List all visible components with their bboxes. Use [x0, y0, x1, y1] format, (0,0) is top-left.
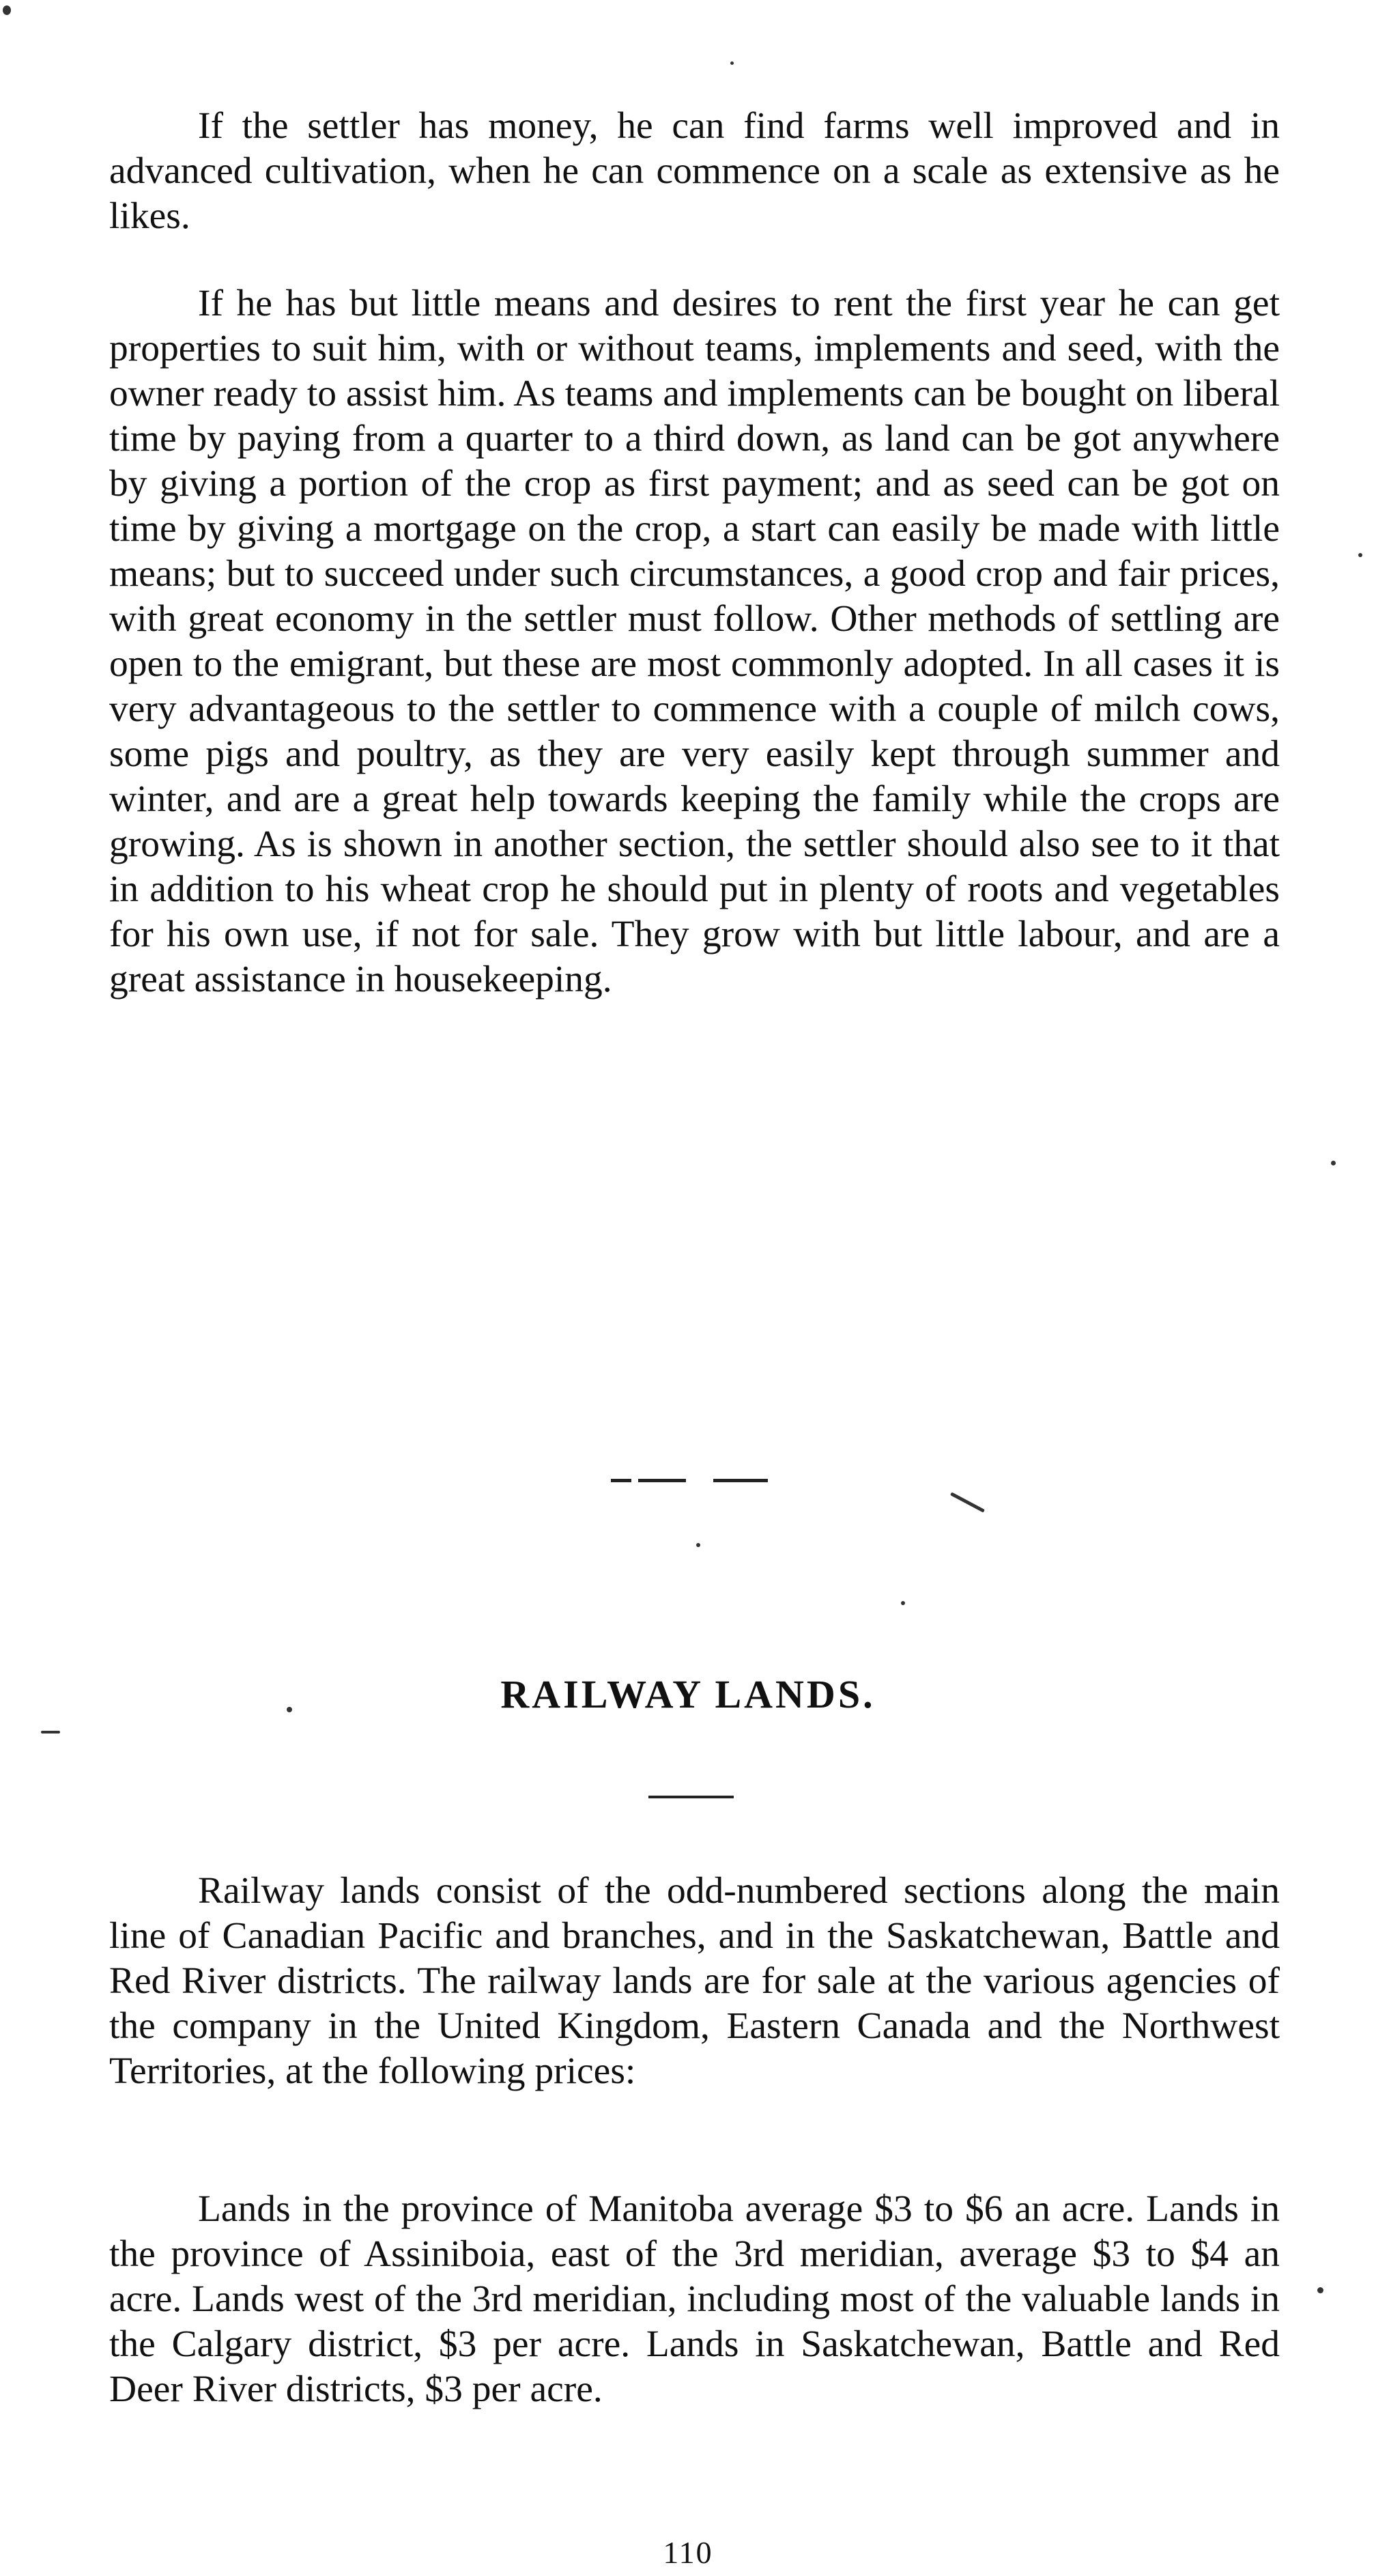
paragraph-railway-lands: Railway lands consist of the odd-numbered sections along the main line of Canadian Pacific and branches, and in the Saskatchewan, Battle and Red River districts. The railway lands are for sale at the various agencies of the company in the United Kingdom, Eastern Canada and the Northwest Territories, at the following prices: [109, 1870, 1280, 2092]
section-divider-ornament [611, 1479, 768, 1484]
scan-speck [950, 1492, 985, 1512]
scan-speck [730, 61, 734, 65]
paragraph-settler-little-means: If he has but little means and desires to rent the first year he can get properties to suit him, with or without teams, implements and seed, with the owner ready to assist him. As teams and implements can be bought on liberal time by paying from a quarter to a third down, as land can be got anywhere by giving a portion of the crop as first payment; and as seed can be got on time by giving a mortgage on the crop, a start can easily be made with little means; but to succeed under such circumstances, a good crop and fair prices, with great economy in the settler must follow. Other methods of settling are open to the emigrant, but these are most commonly adopted. In all cases it is very advantageous to the settler to commence with a couple of milch cows, some pigs and poultry, as they are very easily kept through summer and winter, and are a great help towards keeping the family while the crops are growing. As is shown in another section, the settler should also see to it that in addition to his wheat crop he should put in plenty of roots and vegetables for his own use, if not for sale. They grow with but little labour, and are a great assistance in housekeeping. [109, 283, 1280, 1000]
paragraph-land-prices: Lands in the province of Manitoba average $3 to $6 an acre. Lands in the province of Assiniboia, east of the 3rd meridian, average $3 to $4 an acre. Lands west of the 3rd meridian, including most of the valuable lands in the Calgary district, $3 per acre. Lands in Saskatchewan, Battle and Red Deer River districts, $3 per acre. [109, 2188, 1280, 2410]
scan-speck [901, 1601, 905, 1605]
scan-speck [696, 1543, 700, 1547]
paragraph-settler-money: If the settler has money, he can find farms well improved and in advanced cultivation, when he can commence on a scale as extensive as he likes. [109, 105, 1280, 237]
scan-speck [3, 5, 11, 15]
page-number: 110 [663, 2535, 713, 2570]
scan-speck [1358, 553, 1362, 557]
scan-speck [1317, 2287, 1323, 2293]
scan-speck [1331, 1161, 1336, 1165]
scan-speck [287, 1707, 292, 1712]
heading-rule [648, 1796, 734, 1798]
scan-speck [41, 1731, 60, 1733]
section-heading: RAILWAY LANDS. [500, 1672, 876, 1716]
